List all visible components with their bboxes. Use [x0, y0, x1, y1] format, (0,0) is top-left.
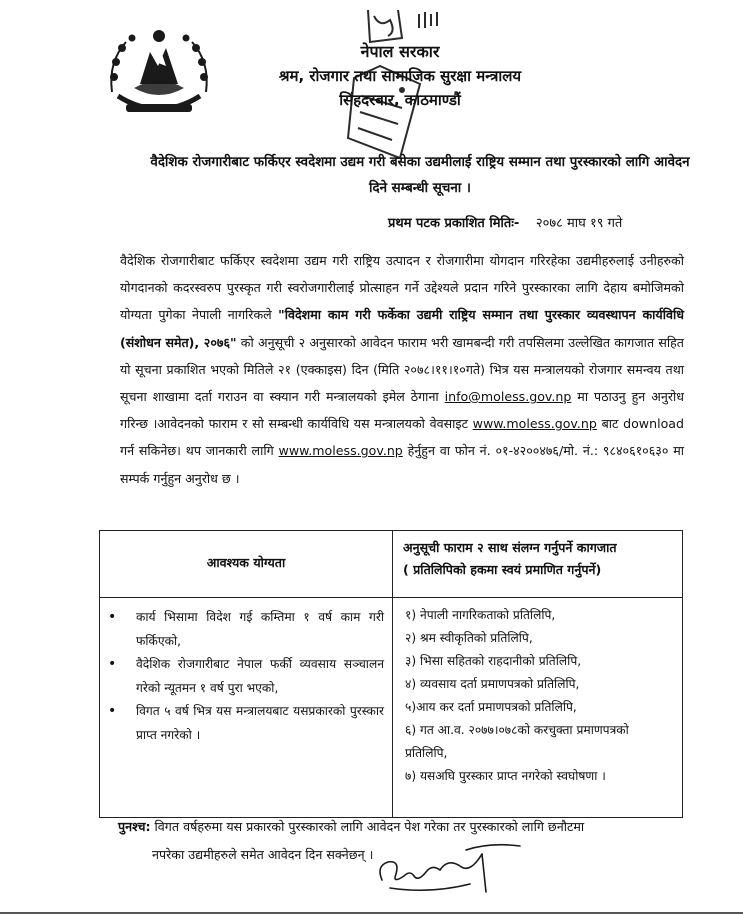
body-text-part6: हेर्नुहुन वा फोन नं. ०१-४२००४७६/मो. नं.: ९८४०६१०६३० मा सम्पर्क गर्नुहुन अनुरोध छ । [120, 443, 684, 486]
list-item: • विगत ५ वर्ष भित्र यस मन्त्रालयबाट यसप्रकारको पुरस्कार प्राप्त नगरेको । [120, 700, 384, 747]
ministry-name: श्रम, रोजगार तथा सामाजिक सुरक्षा मन्त्रालय [278, 67, 522, 85]
publication-date-label: प्रथम पटक प्रकाशित मितिः- [388, 216, 520, 231]
list-item: ३) भिसा सहितको राहदानीको प्रतिलिपि, [405, 654, 582, 668]
list-item: • कार्य भिसामा विदेश गई कम्तिमा १ वर्ष काम गरी फर्किएको, [120, 606, 384, 653]
bullet-icon: • [108, 609, 117, 625]
body-text-part5: बाट download गर्न सकिनेछ। थप जानकारी लागि [120, 416, 684, 459]
bullet-icon: • [108, 656, 117, 672]
table-body-row [100, 598, 683, 818]
website-link[interactable]: www.moless.gov.np [472, 416, 597, 432]
page-bottom-edge [0, 912, 743, 914]
notice-body [120, 247, 684, 492]
ministry-address: सिंहदरबार, काठमाण्डौं [339, 91, 461, 109]
list-item: ७) यसअघि पुरस्कार प्राप्त नगरेको स्वघोषणा । [405, 769, 606, 783]
publication-date [388, 213, 622, 231]
notice-subject: वैदेशिक रोजगारीबाट फर्किएर स्वदेशमा उद्यम गरी बसेका उद्यमीलाई राष्ट्रिय सम्मान तथा पुरस्कारको लागि आवेदन दिने सम्बन्धी सूचना । [150, 155, 690, 196]
requirements-table [99, 530, 683, 818]
list-item: ४) व्यवसाय दर्ता प्रमाणपत्रको प्रतिलिपि, [405, 677, 580, 691]
body-text-part4: मा पठाउनु हुन अनुरोध गरिन्छ ।आवेदनको फाराम र सो सम्बन्धी कार्यविधि यस मन्त्रालयको वेवसाइट [120, 389, 684, 432]
list-item: १) नेपाली नागरिकताको प्रतिलिपि, [405, 608, 556, 622]
table-header-row [100, 531, 683, 598]
list-item: ५)आय कर दर्ता प्रमाणपत्रको प्रतिलिपि, [405, 700, 577, 714]
signature-icon [370, 832, 530, 902]
letterhead [230, 40, 570, 112]
documents-cell [393, 598, 683, 818]
list-item: • वैदेशिक रोजगारीबाट नेपाल फर्की व्यवसाय सञ्चालन गरेको न्यूतमन १ वर्ष पुरा भएको, [120, 653, 384, 700]
body-text-part3: को अनुसूची २ अनुसारको आवेदन फाराम भरी खामबन्दी गरी तपसिलमा उल्लेखित कागजात सहित यो सूचना प्रकाशित भएको मितिले २१ (एक्काइस) दिन (मिति २०७८।११।१०गते) भित्र यस मन्त्रालयको रोजगार समन्वय तथा सूचना शाखामा दर्ता गराउन वा स्क्यान गरी मन्त्रालयको इमेल ठेगाना [120, 334, 684, 405]
postscript-line1: विगत वर्षहरुमा यस प्रकारको पुरस्कारको लागि आवेदन पेश गरेका तर पुरस्कारको लागि छनौटमा [150, 819, 585, 834]
bullet-icon: • [108, 703, 117, 719]
eligibility-header: आवश्यक योग्यता [100, 531, 393, 598]
eligibility-list [108, 606, 384, 747]
publication-date-value: २०७८ माघ १९ गते [535, 216, 623, 231]
postscript-line2: नपरेका उद्यमीहरुले समेत आवेदन दिन सक्नेछन् । [152, 847, 374, 862]
government-name: नेपाल सरकार [360, 42, 440, 61]
nepal-emblem-icon [104, 22, 214, 124]
eligibility-cell [100, 598, 393, 818]
documents-header-line1: अनुसूची फाराम २ साथ संलग्न गर्नुपर्ने कागजात [403, 540, 617, 555]
list-item: २) श्रम स्वीकृतिको प्रतिलिपि, [405, 631, 533, 645]
list-item: ६) गत आ.व. २०७७।०७८को करचुक्ता प्रमाणपत्रको प्रतिलिपि, [405, 723, 629, 760]
postscript-label: पुनश्च: [118, 819, 151, 834]
documents-header [393, 531, 683, 598]
website-link-info[interactable]: www.moless.gov.np [278, 443, 403, 459]
email-link[interactable]: info@moless.gov.np [444, 389, 572, 405]
documents-list [405, 604, 674, 788]
body-text-part1: वैदेशिक रोजगारीबाट फर्किएर स्वदेशमा उद्यम गरी राष्ट्रिय उत्पादन र रोजगारीमा योगदान गरिरहेका उद्यमीहरुलाई उनीहरुको योगदानको कदरस्वरुप पुरस्कृत गरी स्वरोजगारीलाई प्रोत्साहन गर्ने उद्देश्यले प्रदान गरिने पुरस्कारका लागि देहाय बमोजिमको योग्यता पुगेका नेपाली नागरिकले [120, 253, 684, 323]
documents-header-line2: ( प्रतिलिपिको हकमा स्वयं प्रमाणित गर्नुपर्ने) [403, 562, 602, 577]
procedure-title: "विदेशमा काम गरी फर्केका उद्यमी राष्ट्रिय सम्मान तथा पुरस्कार व्यवस्थापन कार्यविधि (संशोधन समेत), २०७६" [120, 307, 684, 350]
